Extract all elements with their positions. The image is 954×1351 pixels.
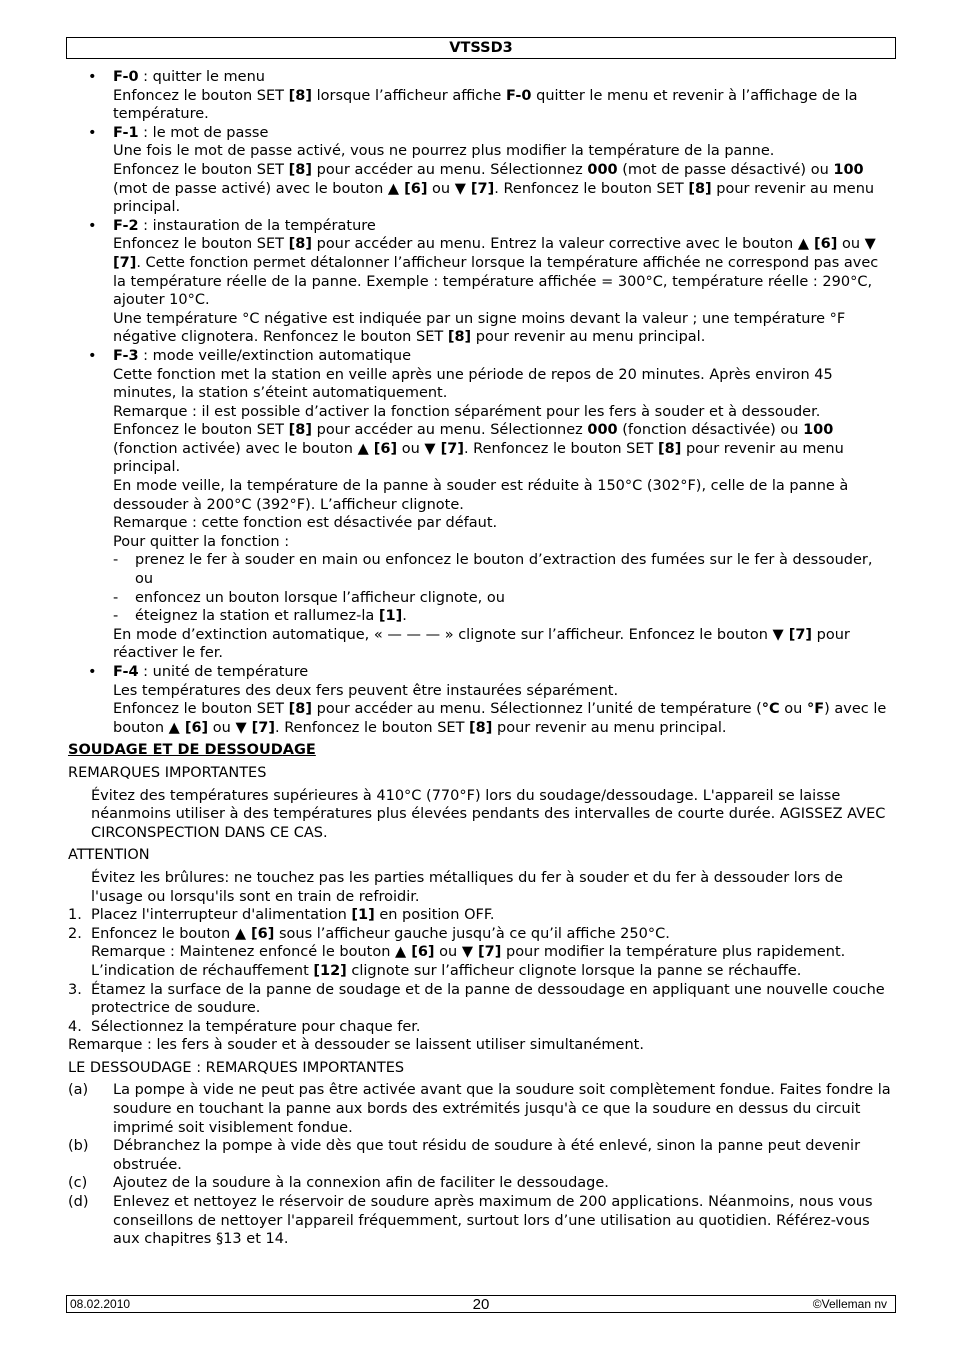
item-letter: (d) bbox=[68, 1194, 89, 1211]
menu-item-code: F-3 bbox=[113, 347, 139, 364]
bold-text: 000 bbox=[587, 422, 618, 439]
item-letter: (b) bbox=[68, 1138, 89, 1155]
step-item bbox=[68, 906, 894, 925]
menu-function-list bbox=[68, 68, 894, 737]
menu-item-f-4 bbox=[68, 663, 894, 737]
document-footer bbox=[66, 1295, 896, 1313]
document-header bbox=[66, 37, 896, 59]
step-item bbox=[68, 925, 894, 981]
step-item bbox=[68, 981, 894, 1018]
bold-text: [12] bbox=[313, 962, 347, 979]
bold-text: 100 bbox=[803, 422, 834, 439]
bold-text: ▼ [7] bbox=[454, 180, 495, 197]
bold-text: ▲ [6] bbox=[168, 719, 209, 736]
bold-text: °C bbox=[761, 701, 780, 718]
bold-text: [8] bbox=[658, 440, 682, 457]
menu-item-text: Une fois le mot de passe activé, vous ne pourrez plus modifier la température de la panne. bbox=[113, 143, 775, 160]
bold-text: 100 bbox=[833, 161, 864, 178]
menu-item-text: Remarque : il est possible d’activer la fonction séparément pour les fers à souder et à dessouder. bbox=[113, 403, 821, 420]
attention-heading: ATTENTION bbox=[68, 847, 150, 864]
menu-item-code: F-0 bbox=[113, 69, 139, 85]
menu-item-text: Enfoncez le bouton SET [8] pour accéder au menu. Sélectionnez l’unité de température (°C ou °F) avec le bouton ▲ [6] ou ▼ [7]. Renfoncez le bouton SET [8] pour revenir au menu principal. bbox=[113, 701, 887, 736]
bold-text: °F bbox=[806, 701, 825, 718]
step-text: Enfoncez le bouton ▲ [6] sous l’afficheur gauche jusqu’à ce qu’il affiche 250°C. bbox=[91, 925, 670, 942]
bold-text: ▲ [6] bbox=[357, 440, 398, 457]
remarks-text: Évitez des températures supérieures à 410°C (770°F) lors du soudage/dessoudage. L'appareil se laisse néanmoins utiliser à des températures plus élevées pendants des intervalles de courte durée. AGISSEZ AVEC CIRCONSPECTION DANS CE CAS. bbox=[91, 787, 886, 841]
step-number: 2. bbox=[68, 925, 82, 942]
menu-item-heading: • F-3 : mode veille/extinction automatique bbox=[113, 347, 411, 364]
bold-text: ▲ [6] bbox=[387, 180, 428, 197]
lettered-item-text: La pompe à vide ne peut pas être activée avant que la soudure soit complètement fondue. Faites fondre la soudure en touchant la panne aux bords des extrémités jusqu'à ce que la soudure en dessus du circuit imprimé soit visiblement fondue. bbox=[113, 1082, 891, 1136]
menu-item-text: En mode d’extinction automatique, « — — — » clignote sur l’afficheur. Enfoncez le bouton ▼ [7] pour réactiver le fer. bbox=[113, 626, 850, 662]
menu-item-code: F-2 bbox=[113, 217, 139, 234]
menu-item-code: F-1 bbox=[113, 124, 139, 141]
lettered-item bbox=[68, 1081, 894, 1137]
bold-text: F-0 bbox=[505, 87, 532, 104]
bold-text: [8] bbox=[288, 161, 312, 178]
menu-item-heading: • F-0 : quitter le menu bbox=[113, 69, 265, 85]
step-text: Sélectionnez la température pour chaque fer. bbox=[91, 1018, 421, 1035]
step-number: 1. bbox=[68, 907, 82, 924]
menu-item-text: Pour quitter la fonction : bbox=[113, 533, 290, 550]
bold-text: [8] bbox=[288, 422, 312, 439]
step-text: Placez l'interrupteur d'alimentation [1] en position OFF. bbox=[91, 907, 495, 924]
step-number: 4. bbox=[68, 1018, 82, 1035]
dash-list-item: - éteignez la station et rallumez-la [1]. bbox=[113, 607, 894, 626]
menu-item-text: Remarque : cette fonction est désactivée par défaut. bbox=[113, 515, 498, 532]
final-remark: Remarque : les fers à souder et à dessouder se laissent utiliser simultanément. bbox=[68, 1037, 644, 1054]
step-number: 3. bbox=[68, 981, 82, 998]
bold-text: [8] bbox=[688, 180, 712, 197]
dash-list-item: - prenez le fer à souder en main ou enfoncez le bouton d’extraction des fumées sur le fer à dessouder, ou bbox=[113, 551, 894, 588]
lettered-item-text: Ajoutez de la soudure à la connexion afin de faciliter le dessoudage. bbox=[113, 1175, 609, 1192]
menu-item-text: Enfoncez le bouton SET [8] pour accéder au menu. Sélectionnez 000 (fonction désactivée) ou 100 (fonction activée) avec le bouton ▲ [6] ou ▼ [7]. Renfoncez le bouton SET [8] pour revenir au menu principal. bbox=[113, 422, 844, 476]
bold-text: [1] bbox=[378, 608, 403, 625]
step-text: Étamez la surface de la panne de soudage et de la panne de dessoudage en appliquant une nouvelle couche protectrice de soudure. bbox=[91, 981, 885, 1017]
lettered-item bbox=[68, 1137, 894, 1174]
dash-list-item: - enfoncez un bouton lorsque l’afficheur clignote, ou bbox=[113, 589, 894, 608]
item-letter: (c) bbox=[68, 1175, 88, 1192]
menu-item-text: Les températures des deux fers peuvent être instaurées séparément. bbox=[113, 682, 619, 699]
page-content bbox=[68, 68, 894, 1249]
footer-copyright: ©Velleman nv bbox=[812, 1297, 887, 1311]
bold-text: [1] bbox=[351, 907, 375, 924]
menu-item-text: Enfoncez le bouton SET [8] lorsque l’afficheur affiche F-0 quitter le menu et revenir à l’affichage de la température. bbox=[113, 87, 858, 123]
section-title: SOUDAGE ET DE DESSOUDAGE bbox=[68, 742, 316, 759]
lettered-item-text: Débranchez la pompe à vide dès que tout résidu de soudure à été enlevé, sinon la panne peut devenir obstruée. bbox=[113, 1138, 861, 1173]
item-letter: (a) bbox=[68, 1082, 89, 1099]
bold-text: [8] bbox=[288, 87, 312, 104]
bold-text: ▼ [7] bbox=[113, 236, 876, 271]
document-title: VTSSD3 bbox=[449, 40, 513, 56]
menu-item-text: Cette fonction met la station en veille après une période de repos de 20 minutes. Après environ 45 minutes, la station s’éteint automatiquement. bbox=[113, 366, 833, 402]
menu-item-text: Une température °C négative est indiquée par un signe moins devant la valeur ; une température °F négative clignotera. Renfoncez le bouton SET [8] pour revenir au menu principal. bbox=[113, 310, 846, 346]
menu-item-code: F-4 bbox=[113, 664, 139, 680]
soldering-steps-list bbox=[68, 906, 894, 1036]
bold-text: ▼ [7] bbox=[424, 440, 464, 457]
bold-text: ▼ [7] bbox=[772, 626, 813, 643]
menu-item-heading: • F-1 : le mot de passe bbox=[113, 124, 269, 141]
bold-text: ▲ [6] bbox=[797, 236, 838, 253]
step-item bbox=[68, 1018, 894, 1037]
menu-item-heading: • F-4 : unité de température bbox=[113, 664, 309, 680]
remarks-heading: REMARQUES IMPORTANTES bbox=[68, 764, 267, 781]
bold-text: [8] bbox=[447, 329, 472, 346]
attention-text: Évitez les brûlures: ne touchez pas les parties métalliques du fer à souder et du fer à dessouder lors de l'usage ou lorsqu'ils sont en train de refroidir. bbox=[91, 869, 843, 905]
desoldering-heading: LE DESSOUDAGE : REMARQUES IMPORTANTES bbox=[68, 1059, 405, 1076]
bold-text: ▲ [6] bbox=[234, 925, 275, 942]
menu-item-text: Enfoncez le bouton SET [8] pour accéder au menu. Sélectionnez 000 (mot de passe désactivé) ou 100 (mot de passe activé) avec le bouton ▲ [6] ou ▼ [7]. Renfoncez le bouton SET [8] pour revenir au menu principal. bbox=[113, 161, 875, 216]
bold-text: 000 bbox=[587, 161, 618, 178]
bold-text: [8] bbox=[288, 701, 312, 718]
footer-date: 08.02.2010 bbox=[70, 1297, 131, 1311]
lettered-item bbox=[68, 1193, 894, 1249]
menu-item-f-2 bbox=[68, 217, 894, 347]
menu-item-text: En mode veille, la température de la panne à souder est réduite à 150°C (302°F), celle de la panne à dessouder à 200°C (392°F). L’afficheur clignote. bbox=[113, 478, 849, 513]
lettered-item bbox=[68, 1174, 894, 1193]
bold-text: ▼ [7] bbox=[235, 719, 275, 736]
menu-item-f-3 bbox=[68, 347, 894, 663]
step-text: Remarque : Maintenez enfoncé le bouton ▲ [6] ou ▼ [7] pour modifier la température plus rapidement. L’indication de réchauffement [12] clignote sur l’afficheur clignote lorsque la panne se réchauffe. bbox=[91, 944, 846, 979]
bold-text: [8] bbox=[469, 719, 493, 736]
bold-text: ▼ [7] bbox=[461, 944, 502, 961]
menu-item-f-1 bbox=[68, 124, 894, 217]
desoldering-remarks-list bbox=[68, 1081, 894, 1248]
menu-item-heading: • F-2 : instauration de la température bbox=[113, 217, 376, 234]
menu-item-text: Enfoncez le bouton SET [8] pour accéder au menu. Entrez la valeur corrective avec le bouton ▲ [6] ou ▼ [7]. Cette fonction permet détalonner l’afficheur lorsque la température affichée ne correspond pas avec la température réelle de la panne. Exemple : température affichée = 300°C, température réelle : 290°C, ajouter 10°C. bbox=[113, 236, 879, 309]
lettered-item-text: Enlevez et nettoyez le réservoir de soudure après maximum de 200 applications. Néanmoins, nous vous conseillons de nettoyer l'appareil fréquemment, surtout lors d’une utilisation au quotidien. Référez-vous aux chapitres §13 et 14. bbox=[113, 1194, 873, 1248]
bold-text: ▲ [6] bbox=[395, 944, 435, 961]
bold-text: [8] bbox=[288, 236, 312, 253]
page-number: 20 bbox=[472, 1296, 490, 1313]
menu-item-f-0 bbox=[68, 68, 894, 124]
